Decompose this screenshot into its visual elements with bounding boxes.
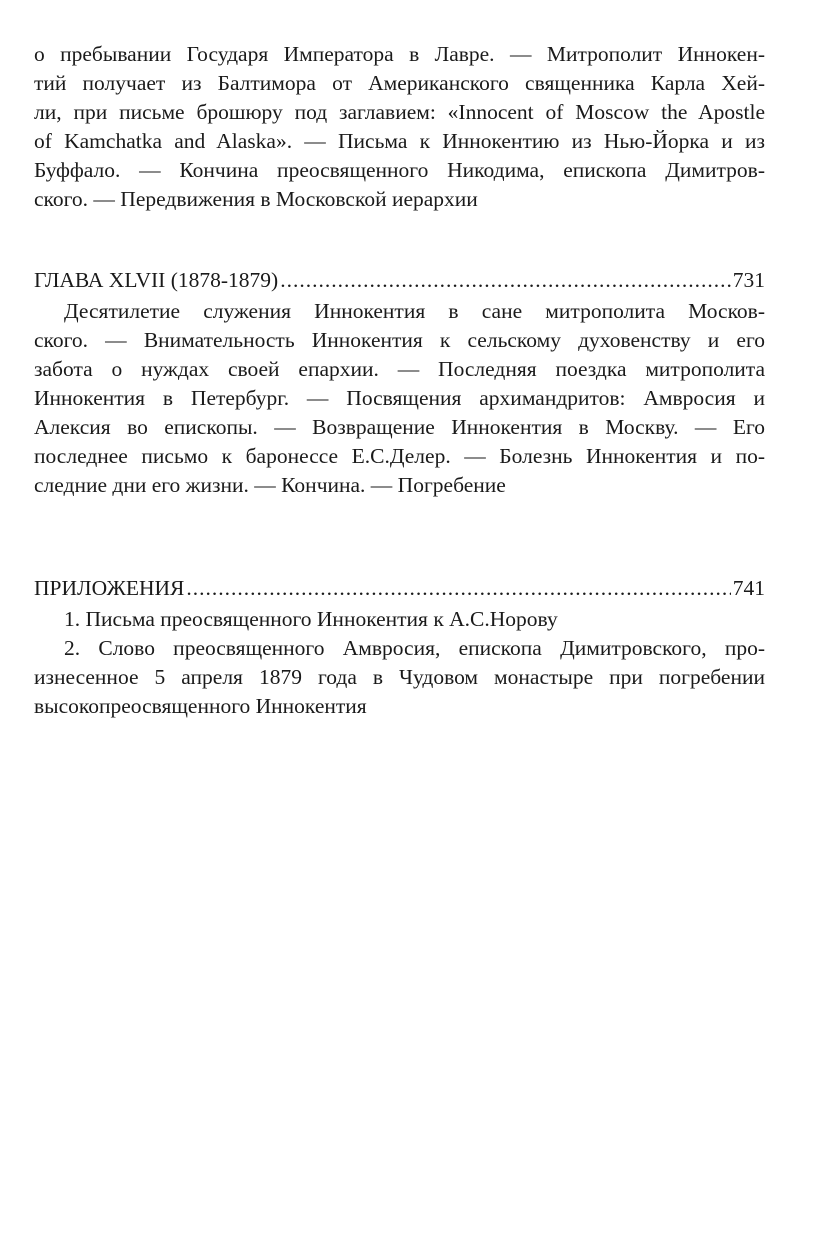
chapter-summary-continued [34,40,765,214]
chapter-summary [34,297,765,500]
dot-leader [186,574,730,603]
text-line: 2. Слово преосвященного Амвросия, епископа Димитровского, про- [64,636,765,660]
toc-entry-appendices [34,574,765,603]
text-line: 1. Письма преосвященного Иннокентия к А.С.Норову [64,607,558,631]
text-line: Десятилетие служения Иннокентия в сане митрополита Москов- [64,299,765,323]
text-line: забота о нуждах своей епархии. — Последняя поездка митрополита [34,357,765,381]
toc-entry-chapter-47 [34,266,765,295]
appendices-title: ПРИЛОЖЕНИЯ [34,576,185,600]
appendix-item-1 [34,605,765,634]
text-line: высокопреосвященного Иннокентия [34,694,367,718]
text-line: Буффало. — Кончина преосвященного Никодима, епископа Димитров- [34,158,765,182]
text-line: Алексия во епископы. — Возвращение Иннокентия в Москву. — Его [34,415,765,439]
text-line: ского. — Передвижения в Московской иерархии [34,187,478,211]
dot-leader [280,266,731,295]
text-line: последнее письмо к баронессе Е.С.Делер. — Болезнь Иннокентия и по- [34,444,765,468]
text-line: ли, при письме брошюру под заглавием: «Innocent of Moscow the Apostle [34,100,765,124]
text-line: of Kamchatka and Alaska». — Письма к Иннокентию из Нью-Йорка и из [34,129,765,153]
text-line: следние дни его жизни. — Кончина. — Погребение [34,473,506,497]
appendix-item-2 [34,634,765,721]
text-line: о пребывании Государя Императора в Лавре. — Митрополит Иннокен- [34,42,765,66]
chapter-title: ГЛАВА XLVII (1878-1879) [34,268,279,292]
toc-page [34,40,765,721]
page-number: 741 [732,576,765,600]
text-line: изнесенное 5 апреля 1879 года в Чудовом монастыре при погребении [34,665,765,689]
text-line: Иннокентия в Петербург. — Посвящения архимандритов: Амвросия и [34,386,765,410]
text-line: тий получает из Балтимора от Американского священника Карла Хей- [34,71,765,95]
page-number: 731 [732,268,765,292]
text-line: ского. — Внимательность Иннокентия к сельскому духовенству и его [34,328,765,352]
